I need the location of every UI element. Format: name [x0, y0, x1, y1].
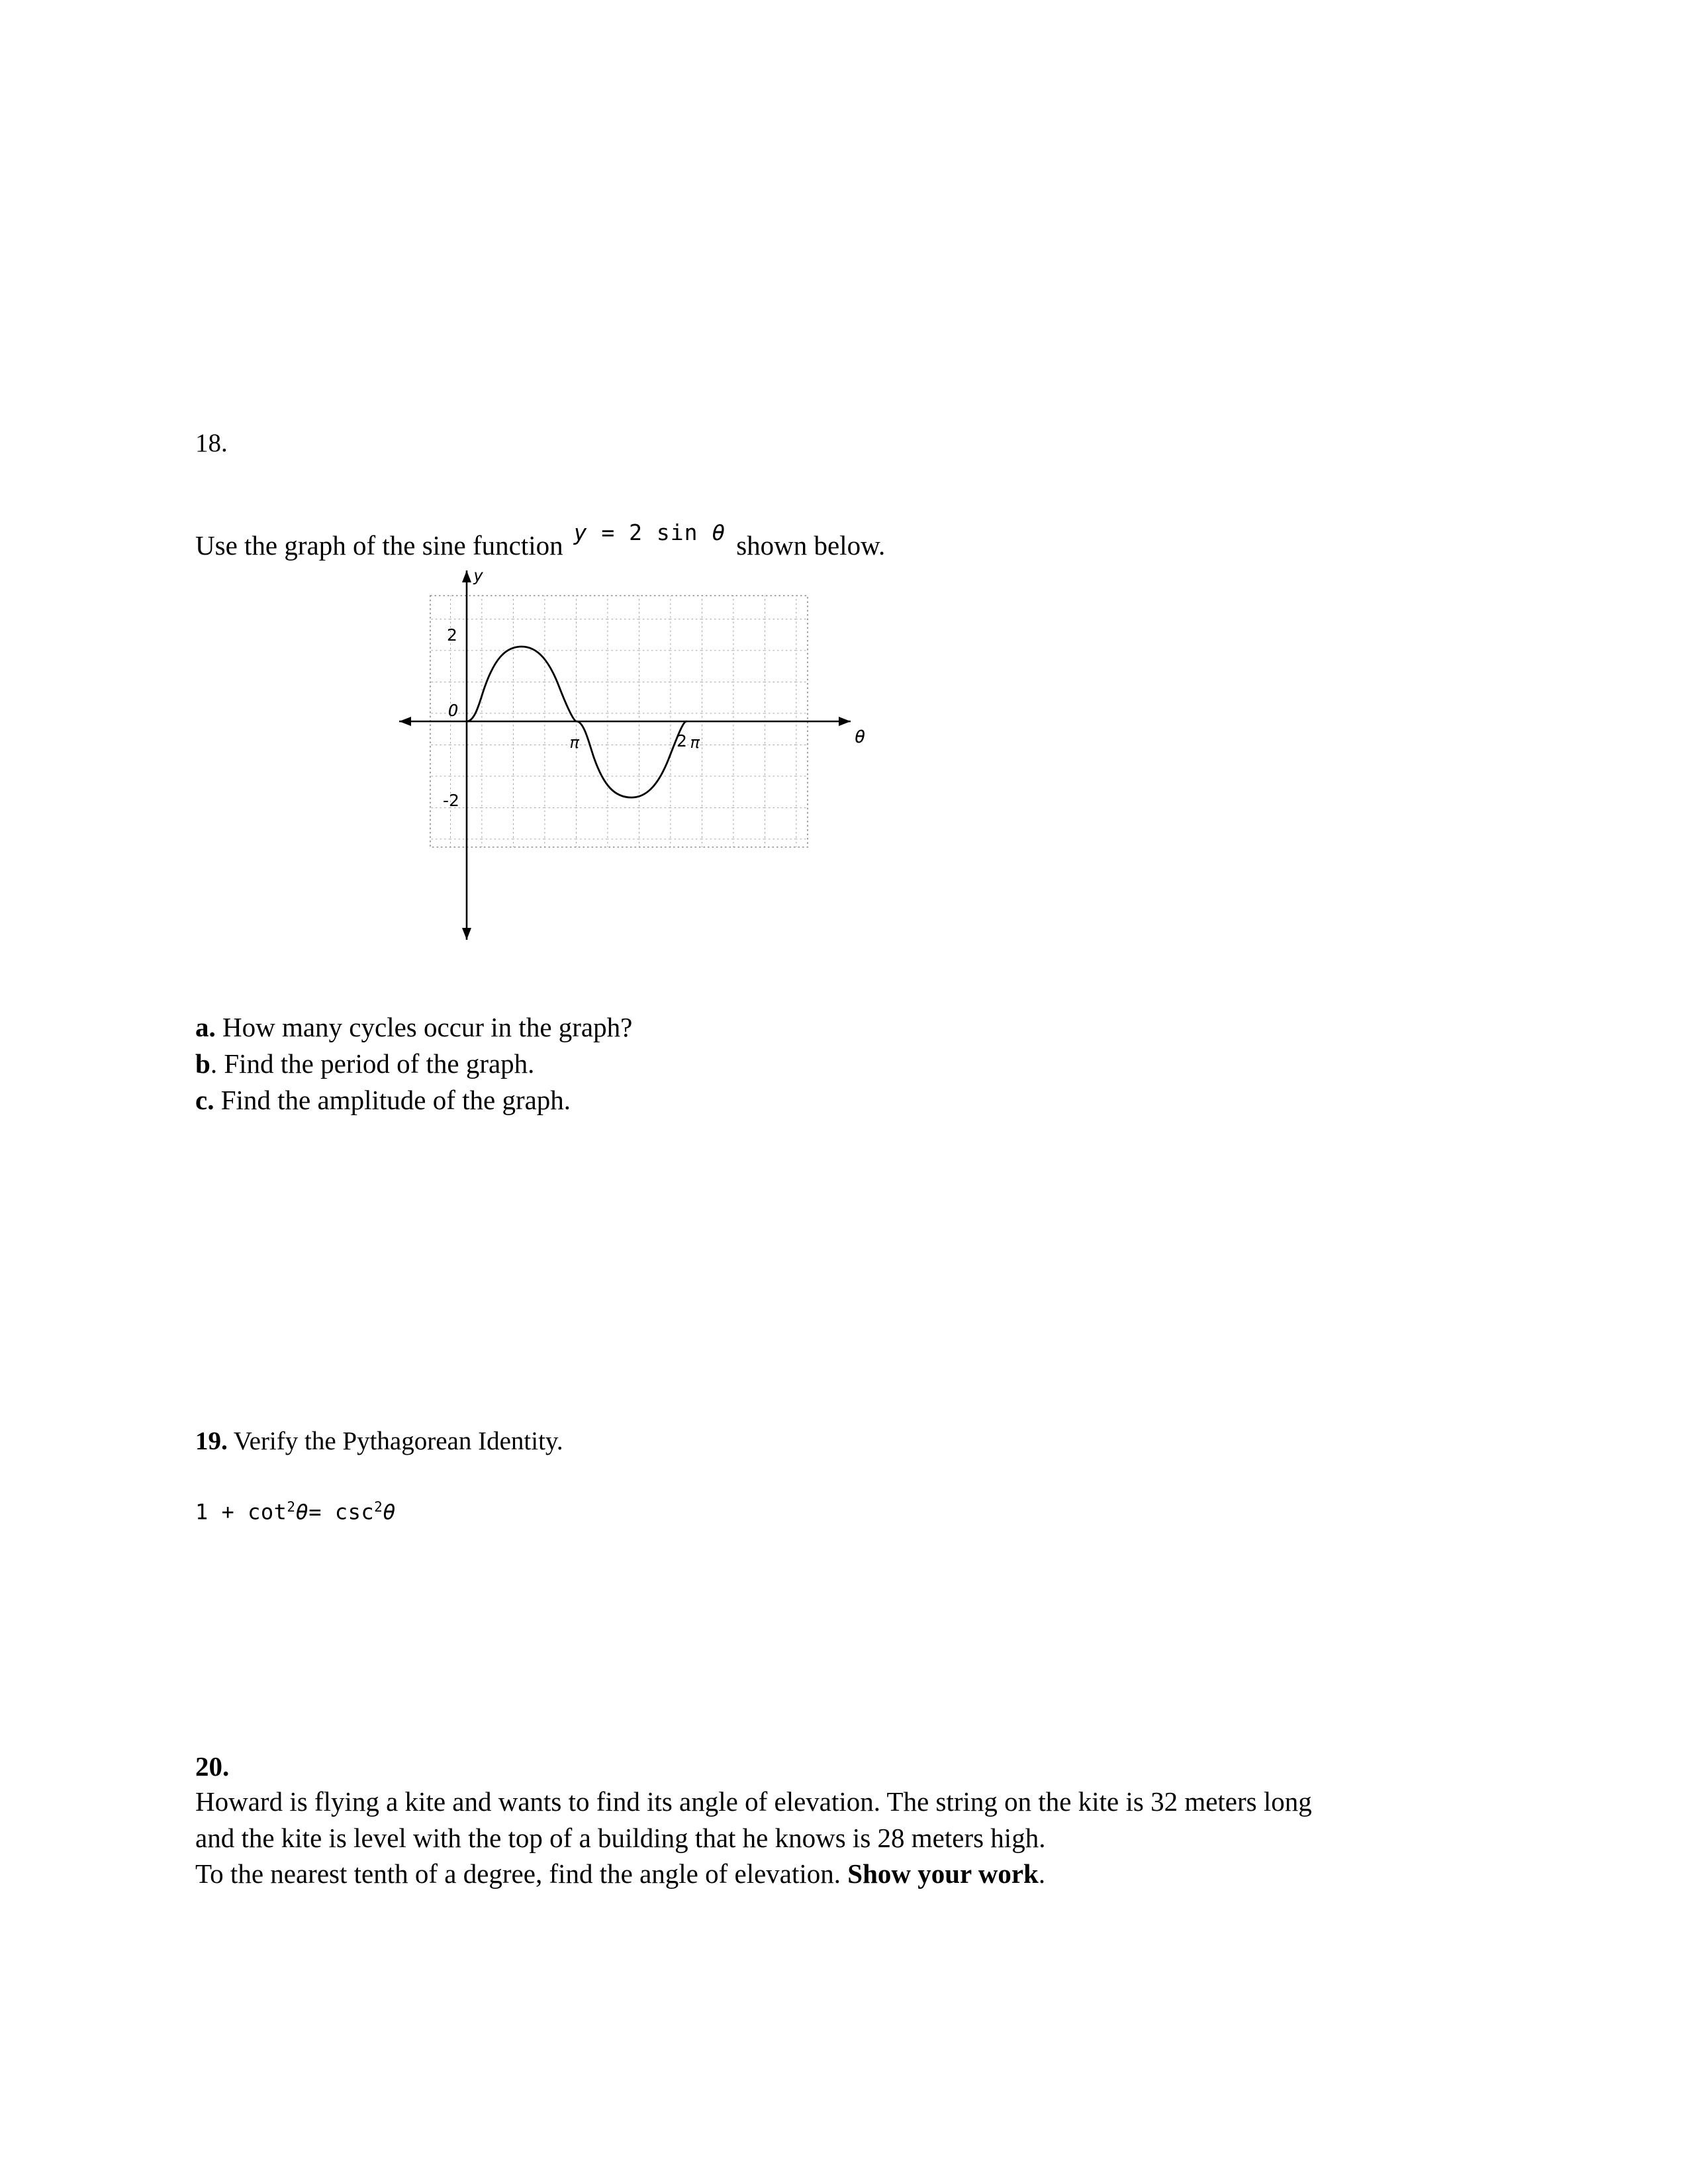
question-18-stem-text-before: Use the graph of the sine function	[195, 530, 563, 561]
sine-graph	[387, 556, 890, 966]
question-20-line-3-text: To the nearest tenth of a degree, find the angle of elevation.	[195, 1858, 848, 1889]
graph-y-tick-neg2: -2	[443, 791, 459, 810]
identity-theta-2: θ	[383, 1499, 397, 1525]
graph-x-axis-label: θ	[855, 727, 866, 747]
identity-exponent-1: 2	[287, 1499, 296, 1515]
graph-x-tick-2pi-symbol: π	[690, 733, 700, 752]
question-20-number: 20.	[195, 1751, 230, 1782]
identity-exponent-2: 2	[374, 1499, 383, 1515]
question-20-line-3-period: .	[1038, 1858, 1046, 1889]
question-19	[195, 1426, 563, 1456]
graph-y-tick-2: 2	[447, 625, 457, 645]
identity-lead: 1 + cot	[195, 1499, 287, 1525]
graph-y-axis-label: y	[473, 566, 484, 585]
question-20-line-1: Howard is flying a kite and wants to find its angle of elevation. The string on the kite is 32 meters long	[195, 1786, 1312, 1817]
question-18-part-a	[195, 1009, 632, 1046]
question-20-line-3	[195, 1856, 1466, 1892]
question-18-part-b	[195, 1046, 632, 1082]
identity-theta-1: θ	[295, 1499, 309, 1525]
question-20-body	[195, 1784, 1466, 1892]
graph-origin-label: O	[448, 701, 459, 720]
question-19-identity	[195, 1499, 396, 1525]
part-c-label: c.	[195, 1084, 214, 1115]
question-18-formula	[563, 520, 737, 545]
formula-theta: θ	[712, 520, 726, 545]
question-20-show-work: Show your work	[847, 1858, 1039, 1889]
question-18-number: 18.	[195, 429, 228, 457]
part-a-label: a.	[195, 1012, 216, 1042]
question-19-number: 19.	[195, 1427, 228, 1455]
question-18-stem-text-after: shown below.	[736, 530, 886, 561]
question-20-line-2: and the kite is level with the top of a building that he knows is 28 meters high.	[195, 1822, 1046, 1853]
identity-csc: csc	[322, 1499, 375, 1525]
question-18-parts	[195, 1009, 632, 1118]
question-18-part-c	[195, 1082, 632, 1118]
formula-y: y	[573, 520, 588, 545]
formula-rhs: 2 sin	[629, 520, 712, 545]
part-b-label: b	[195, 1048, 211, 1079]
formula-equals: =	[587, 520, 630, 545]
question-19-prompt: Verify the Pythagorean Identity.	[227, 1427, 563, 1455]
part-a-text: How many cycles occur in the graph?	[215, 1012, 633, 1042]
part-c-text: Find the amplitude of the graph.	[214, 1084, 571, 1115]
graph-x-tick-2pi-number: 2	[677, 731, 687, 751]
graph-x-tick-pi: π	[570, 733, 580, 752]
part-b-text: . Find the period of the graph.	[210, 1048, 535, 1079]
identity-equals: =	[308, 1499, 322, 1525]
